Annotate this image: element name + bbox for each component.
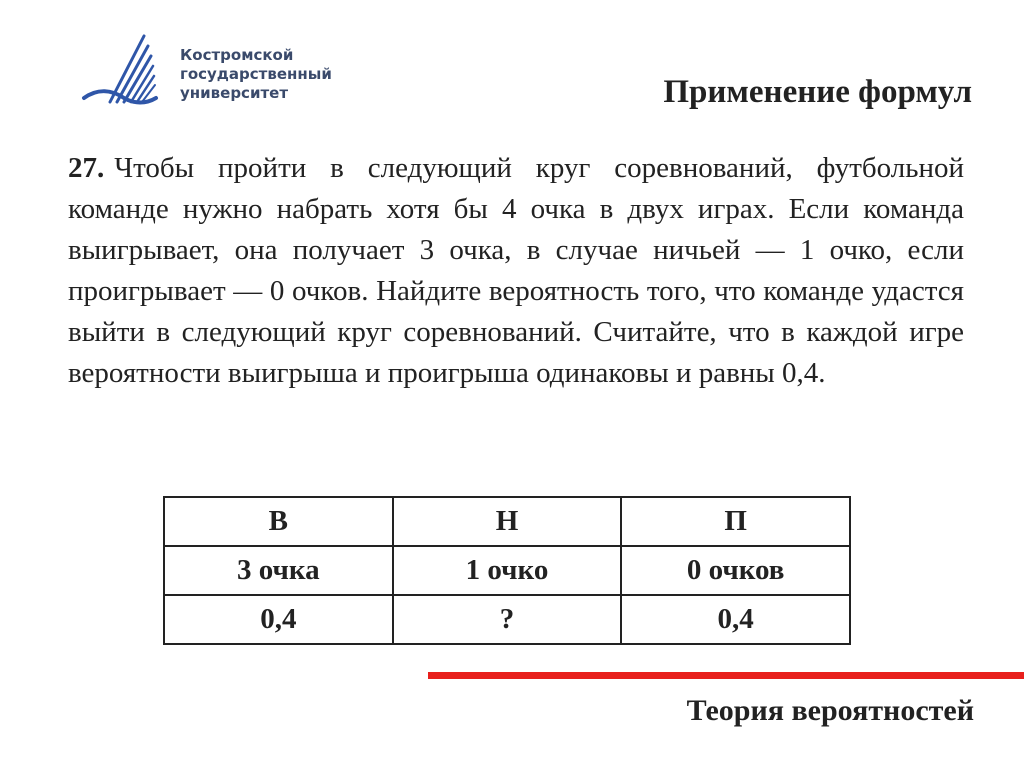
table-cell-loss-probability: 0,4 — [621, 595, 850, 644]
logo-line-1: Костромской — [180, 46, 294, 64]
problem-text: Чтобы пройти в следующий круг соревнований, футбольной команде нужно набрать хотя бы 4 очка в двух играх. Если команда выигрывает, она получает 3 очка, в случае ничьей — 1 очко, если проигрывает — 0 очков. Найдите вероятность того, что команде удастся выйти в следующий круг соревнований. Считайте, что в каждой игре вероятности выигрыша и проигрыша одинаковы и равны 0,4. — [68, 152, 964, 389]
table-cell-win-points: 3 очка — [164, 546, 393, 595]
problem-number: 27. — [68, 152, 105, 184]
university-wing-icon — [80, 32, 175, 112]
table-cell-loss: П — [621, 497, 850, 546]
table-cell-draw: Н — [393, 497, 622, 546]
logo-line-3: университет — [180, 84, 289, 102]
table-cell-draw-points: 1 очко — [393, 546, 622, 595]
accent-divider — [428, 672, 1024, 679]
outcome-table — [163, 496, 851, 645]
slide-title: Применение формул — [663, 74, 972, 110]
table-row-outcomes — [164, 497, 850, 546]
problem-statement — [68, 148, 964, 394]
table-cell-win-probability: 0,4 — [164, 595, 393, 644]
university-name — [180, 46, 332, 103]
logo-line-2: государственный — [180, 65, 332, 83]
table-cell-loss-points: 0 очков — [621, 546, 850, 595]
table-row-points — [164, 546, 850, 595]
table-cell-win: В — [164, 497, 393, 546]
table-cell-draw-probability: ? — [393, 595, 622, 644]
university-logo — [80, 32, 350, 112]
footer-title: Теория вероятностей — [686, 694, 974, 727]
table-row-probabilities — [164, 595, 850, 644]
